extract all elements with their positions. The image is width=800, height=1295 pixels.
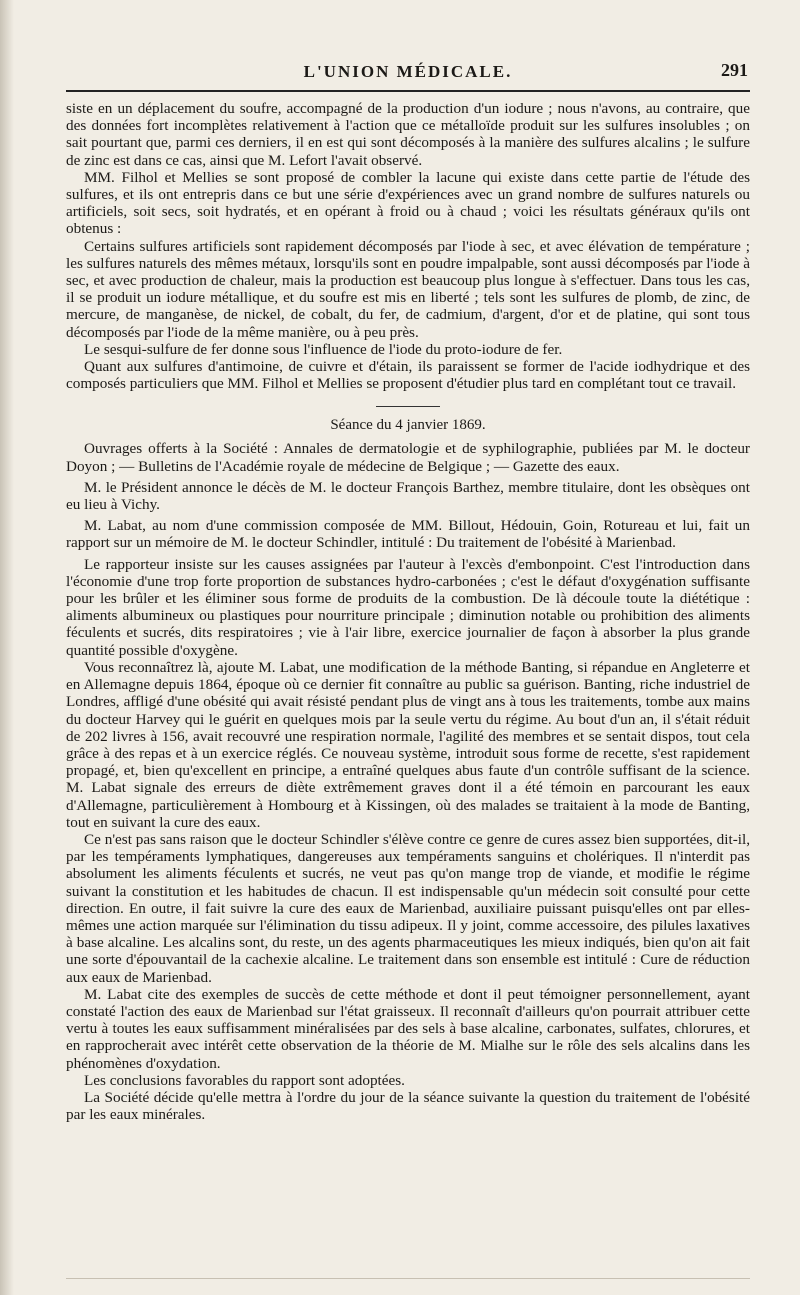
paragraph: Ouvrages offerts à la Société : Annales de dermatologie et de syphilographie, publiées par M. le docteur Doyon ; — Bulletins de l'Académie royale de médecine de Belgique ; — Gazette des eaux. [66, 440, 750, 475]
journal-title: L'UNION MÉDICALE. [303, 62, 513, 81]
session-heading: Séance du 4 janvier 1869. [330, 417, 486, 434]
paragraph: M. Labat cite des exemples de succès de cette méthode et dont il peut témoigner personnellement, ayant constaté l'action des eaux de Marienbad sur l'état graisseux. Il reconnaît d'ailleurs qu'on pourrait attribuer cette vertu à toutes les eaux suffisamment minéralisées par des sels à base alcaline, carbonates, sulfates, chlorures, et en rapprocherait avec intérêt cette observation de la théorie de M. Mialhe sur le rôle des sels alcalins dans les phénomènes d'oxydation. [66, 985, 750, 1072]
paragraph: Le sesqui-sulfure de fer donne sous l'influence de l'iode du proto-iodure de fer. [84, 340, 563, 358]
paragraph: Quant aux sulfures d'antimoine, de cuivre et d'étain, ils paraissent se former de l'acide iodhydrique et des composés particuliers que MM. Filhol et Mellies se proposent d'étudier plus tard en complétant tout ce travail. [66, 358, 750, 393]
paragraph: siste en un déplacement du soufre, accompagné de la production d'un iodure ; nous n'avons, au contraire, que des données fort incomplètes relativement à l'action que ce métalloïde produit sur les sulfures insolubles ; on sait pourtant que, parmi ces derniers, il en est qui sont décomposés à la manière des sulfures alcalins ; le sulfure de zinc est dans ce cas, ainsi que M. Lefort l'avait observé. [66, 100, 750, 169]
paragraph: M. Labat, au nom d'une commission composée de MM. Billout, Hédouin, Goin, Rotureau et lui, fait un rapport sur un mémoire de M. le docteur Schindler, intitulé : Du traitement de l'obésité à Marienbad. [66, 517, 750, 552]
page-number: 291 [721, 60, 748, 80]
page-content [66, 56, 750, 1123]
paragraph: Les conclusions favorables du rapport sont adoptées. [84, 1071, 405, 1089]
paragraph: Certains sulfures artificiels sont rapidement décomposés par l'iode à sec, et avec élévation de température ; les sulfures naturels des mêmes métaux, lorsqu'ils sont en poudre impalpable, sont aussi décomposés par l'iode à sec, et avec production de chaleur, mais la production est beaucoup plus longue à s'effectuer. Dans tous les cas, il se produit un iodure métallique, et du soufre est mis en liberté ; tels sont les sulfures de plomb, de zinc, de mercure, de manganèse, de nickel, de cobalt, du fer, de cadmium, d'argent, d'or et de platine, qui sont tous décomposés par l'iode de la même manière, ou à peu près. [66, 237, 750, 341]
paragraph: Vous reconnaîtrez là, ajoute M. Labat, une modification de la méthode Banting, si répandue en Angleterre et en Allemagne depuis 1864, époque où ce dernier fit connaître au public sa guérison. Banting, riche industriel de Londres, affligé d'une obésité qui avait résisté pendant plus de vingt ans à tous les traitements, tombe aux mains du docteur Harvey qui le guérit en quelques mois par la seule vertu du régime. Au bout d'un an, il s'était réduit de 202 livres à 156, avait recouvré une respiration normale, l'agilité des membres et se sentait dispos, tout cela grâce à des repas et à un exercice réglés. Ce nouveau système, introduit sous forme de recette, s'est rapidement propagé, et, bien qu'excellent en principe, a entraîné quelques abus faute d'un contrôle suffisant de la science. M. Labat signale des erreurs de diète extrêmement graves dont il a été témoin en parcourant les eaux d'Allemagne, particulièrement à Hombourg et à Kissingen, où des malades se traitaient à la mode de Banting, tout en suivant la cure des eaux. [66, 658, 750, 831]
paragraph: MM. Filhol et Mellies se sont proposé de combler la lacune qui existe dans cette partie de l'étude des sulfures, et ils ont entrepris dans ce but une série d'expériences avec un grand nombre de sulfures naturels ou artificiels, soit secs, soit hydratés, et en opérant à froid ou à chaud ; voici les résultats généraux qu'ils ont obtenus : [66, 168, 750, 238]
paragraph: La Société décide qu'elle mettra à l'ordre du jour de la séance suivante la question du traitement de l'obésité par les eaux minérales. [66, 1088, 750, 1124]
running-header [66, 56, 750, 92]
paragraph: Le rapporteur insiste sur les causes assignées par l'auteur à l'excès d'embonpoint. C'est l'introduction dans l'économie d'une trop forte proportion de substances hydro-carbonées ; c'est le défaut d'oxygénation suffisante pour les brûler et les éliminer sous forme de produits de la combustion. De là découle toute la diététique : aliments albumineux ou plastiques pour nourriture principale ; diminution notable ou prohibition des aliments féculents et sucrés, dits respiratoires ; vie à l'air libre, exercice journalier de façon à absorber la plus grande quantité possible d'oxygène. [66, 555, 750, 659]
scan-edge [0, 0, 14, 1295]
section-divider [376, 406, 440, 407]
paragraph: Ce n'est pas sans raison que le docteur Schindler s'élève contre ce genre de cures assez bien supportées, dit-il, par les tempéraments lymphatiques, dangereuses aux tempéraments sanguins et cholériques. Il n'interdit pas absolument les aliments féculents et sucrés, ne veut pas qu'on mange trop de viande, et modifie le régime suivant la constitution et les habitudes de chacun. Il est indispensable qu'un médecin soit consulté pour cette direction. En outre, il fait suivre la cure des eaux de Marienbad, auxiliaire puissant puisqu'elles ont par elles-mêmes une action marquée sur l'élimination du tissu adipeux. Il y joint, comme accessoire, des pilules laxatives à base alcaline. Les alcalins sont, du reste, un des agents pharmaceutiques les mieux indiqués, bien qu'on ait fait une sorte d'épouvantail de la cachexie alcaline. Le traitement dans son ensemble est intitulé : Cure de réduction aux eaux de Marienbad. [66, 830, 750, 986]
page-bottom-edge [66, 1278, 750, 1289]
paragraph: M. le Président annonce le décès de M. le docteur François Barthez, membre titulaire, dont les obsèques ont eu lieu à Vichy. [66, 478, 750, 514]
